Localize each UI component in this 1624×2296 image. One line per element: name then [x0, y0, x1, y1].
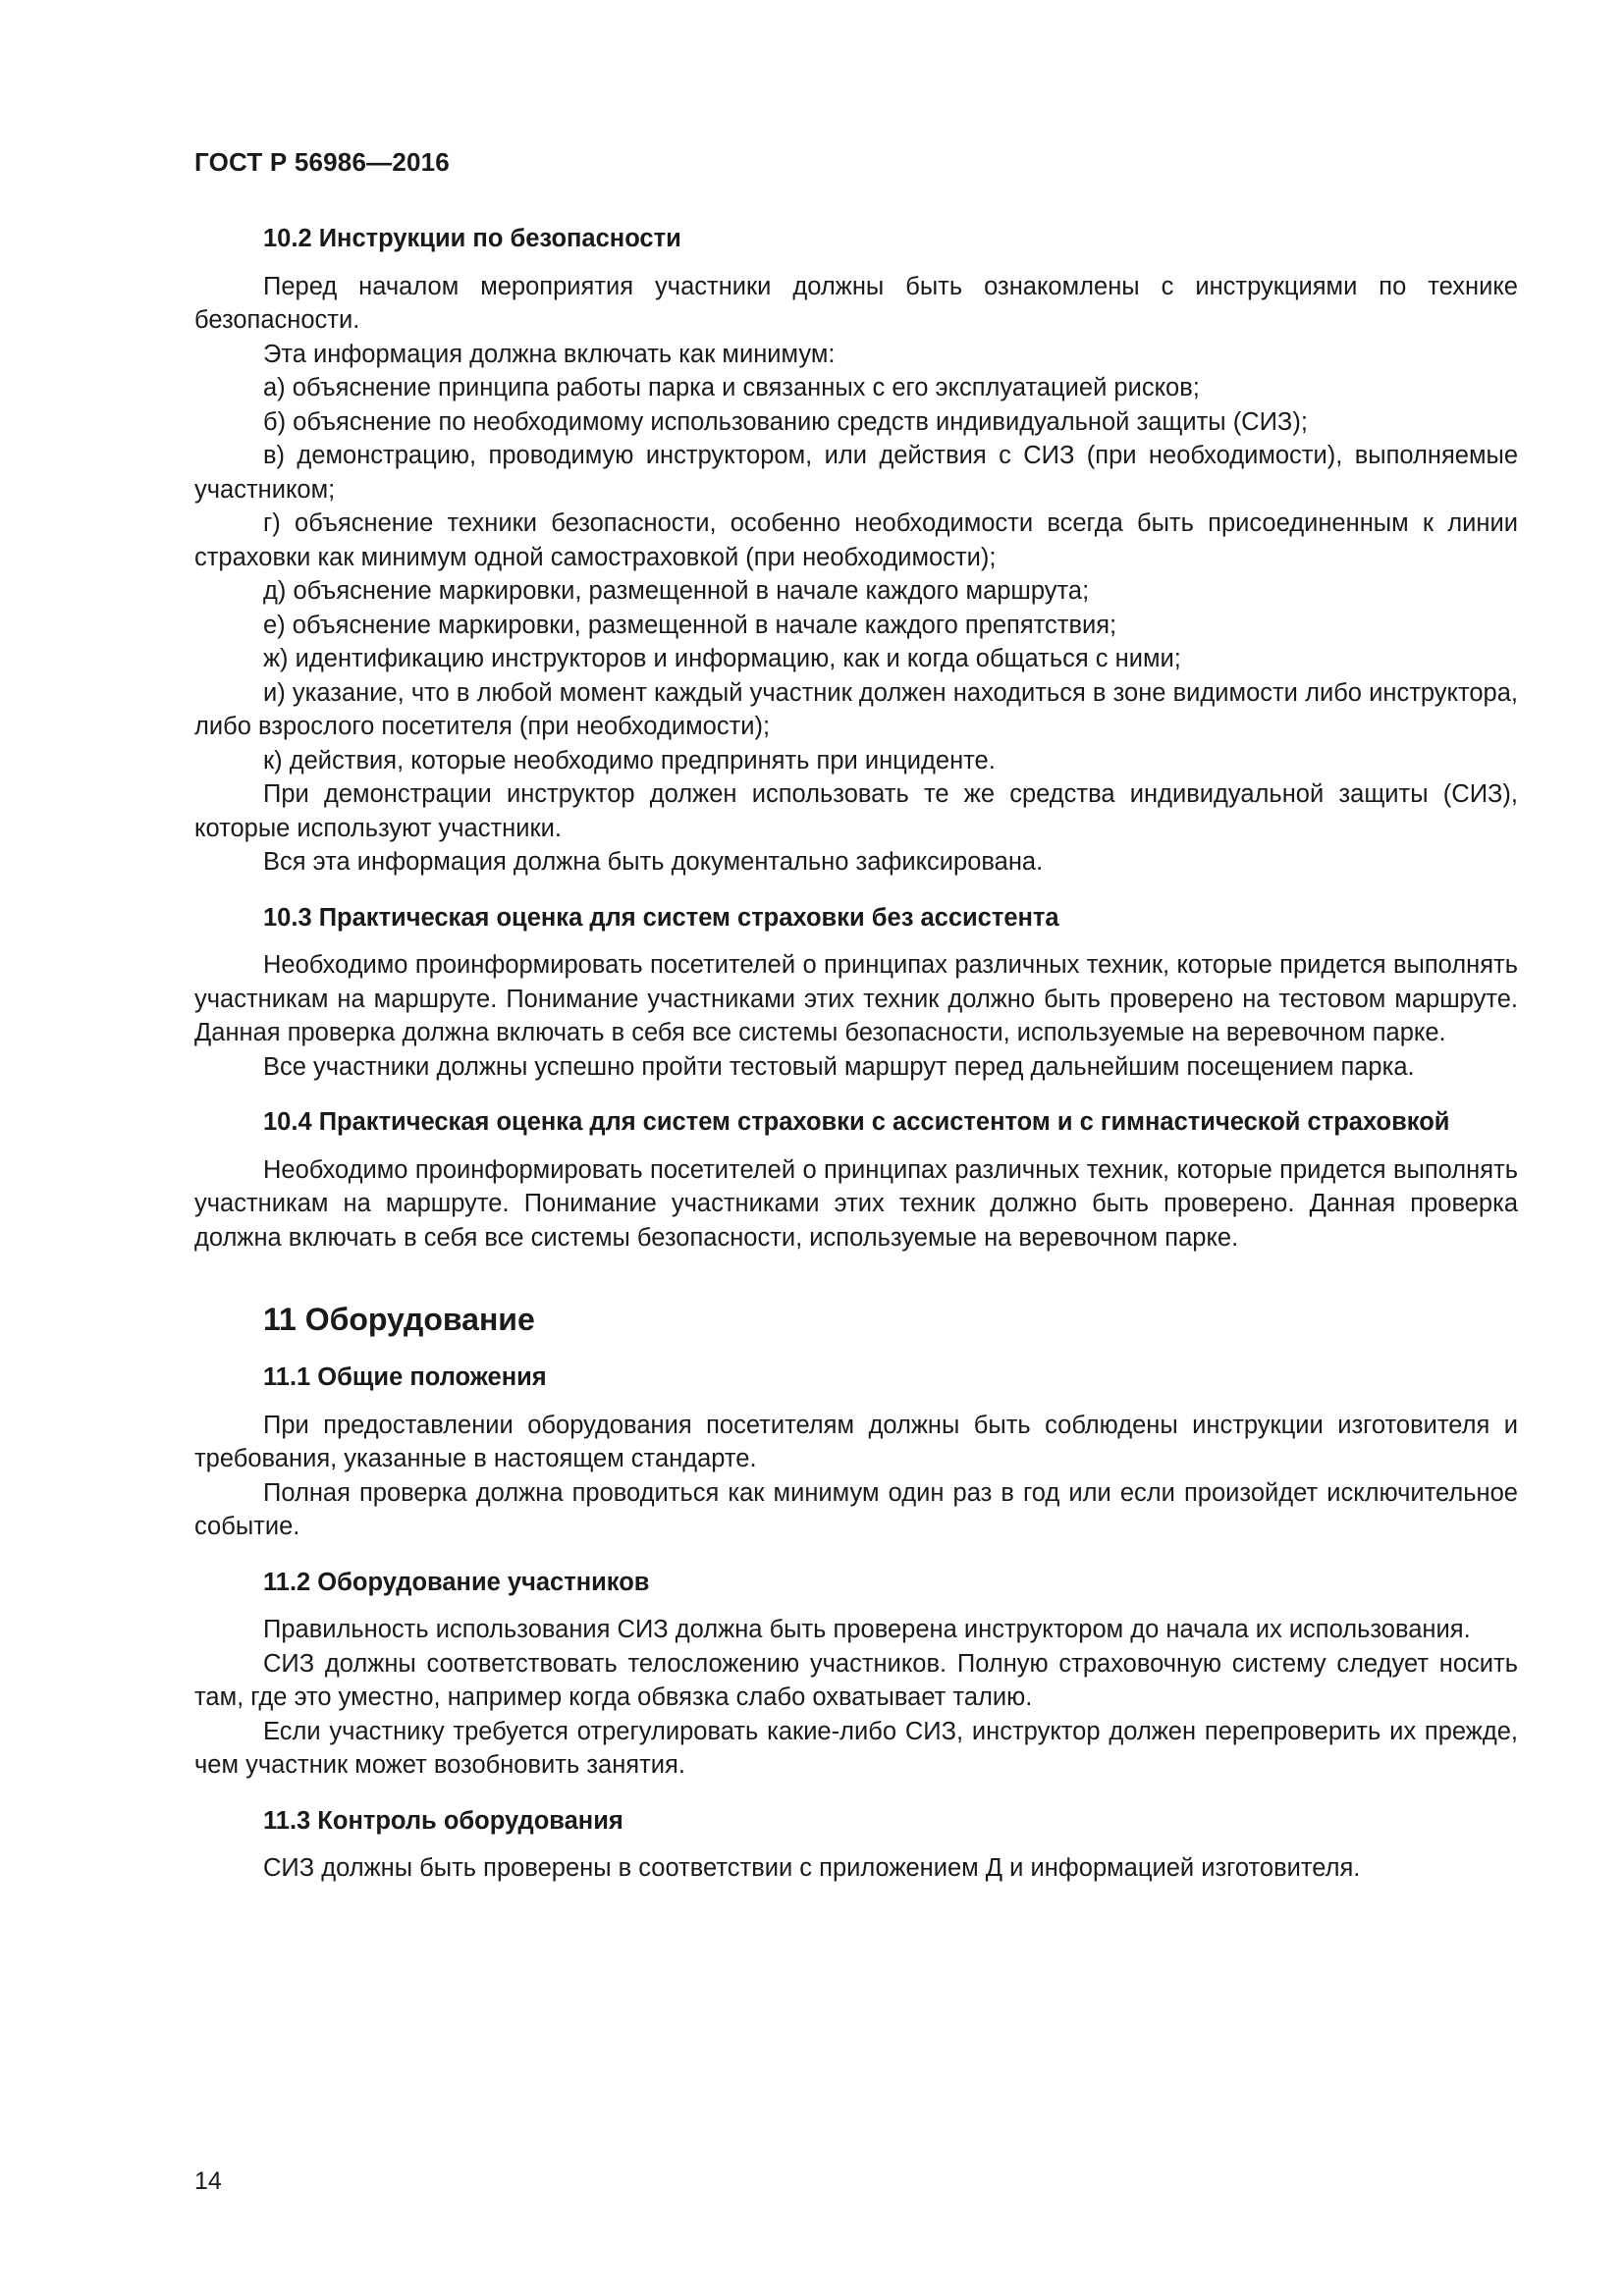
section-11-1-heading: 11.1 Общие положения	[263, 1363, 547, 1391]
section-10-2-heading: 10.2 Инструкции по безопасности	[263, 225, 681, 252]
paragraph: Правильность использования СИЗ должна быть проверена инструктором до начала их использования.	[263, 1616, 1471, 1643]
list-item: е) объяснение маркировки, размещенной в начале каждого препятствия;	[263, 611, 1117, 639]
paragraph: Если участнику требуется отрегулировать какие-либо СИЗ, инструктор должен перепроверить их прежде, чем участник может возобновить занятия.	[194, 1717, 1518, 1779]
list-item: в) демонстрацию, проводимую инструктором, или действия с СИЗ (при необходимости), выполняемые участником;	[194, 442, 1518, 504]
paragraph: СИЗ должны быть проверены в соответствии с приложением Д и информацией изготовителя.	[263, 1854, 1361, 1882]
paragraph: Полная проверка должна проводиться как минимум один раз в год или если произойдет исключительное событие.	[194, 1478, 1518, 1540]
list-item: к) действия, которые необходимо предпринять при инциденте.	[263, 746, 996, 774]
paragraph: Перед началом мероприятия участники должны быть ознакомлены с инструкциями по технике безопасности.	[194, 272, 1518, 334]
page-number: 14	[194, 2167, 222, 2195]
section-10-3-heading: 10.3 Практическая оценка для систем страховки без ассистента	[263, 903, 1059, 932]
list-item: и) указание, что в любой момент каждый участник должен находиться в зоне видимости либо инструктора, либо взрослого посетителя (при необходимости);	[194, 678, 1518, 740]
document-code: ГОСТ Р 56986—2016	[194, 147, 450, 177]
section-11-2-heading: 11.2 Оборудование участников	[263, 1568, 650, 1596]
list-item: д) объяснение маркировки, размещенной в начале каждого маршрута;	[263, 577, 1090, 605]
list-item: ж) идентификацию инструкторов и информацию, как и когда общаться с ними;	[263, 645, 1181, 672]
paragraph: При предоставлении оборудования посетителям должны быть соблюдены инструкции изготовителя и требования, указанные в настоящем стандарте.	[194, 1411, 1518, 1472]
paragraph: Все участники должны успешно пройти тестовый маршрут перед дальнейшим посещением парка.	[263, 1052, 1415, 1081]
paragraph: Необходимо проинформировать посетителей о принципах различных техник, которые придется выполнять участникам на маршруте. Понимание участниками этих техник должно быть проверено. Данная проверка должна включать в себя все системы безопасности, используемые на веревочном парке.	[194, 1155, 1518, 1252]
list-item: б) объяснение по необходимому использованию средств индивидуальной защиты (СИЗ);	[263, 407, 1308, 436]
section-11-3-heading: 11.3 Контроль оборудования	[263, 1806, 623, 1835]
paragraph: Эта информация должна включать как минимум:	[263, 340, 836, 368]
paragraph: При демонстрации инструктор должен использовать те же средства индивидуальной защиты (СИЗ), которые используют участники.	[194, 780, 1518, 842]
paragraph: СИЗ должны соответствовать телосложению участников. Полную страховочную систему следует носить там, где это уместно, например когда обвязка слабо охватывает талию.	[194, 1649, 1518, 1711]
list-item: г) объяснение техники безопасности, особенно необходимости всегда быть присоединенным к линии страховки как минимум одной самостраховкой (при необходимости);	[194, 509, 1518, 571]
list-item: а) объяснение принципа работы парка и связанных с его эксплуатацией рисков;	[263, 374, 1200, 401]
section-10-4-heading: 10.4 Практическая оценка для систем страховки с ассистентом и с гимнастической страховкой	[263, 1108, 1450, 1136]
document-body	[194, 222, 1518, 1886]
paragraph: Необходимо проинформировать посетителей о принципах различных техник, которые придется выполнять участникам на маршруте. Понимание участниками этих техник должно быть проверено на тестовом маршруте. Данная проверка должна включать в себя все системы безопасности, используемые на веревочном парке.	[194, 951, 1518, 1046]
section-11-heading: 11 Оборудование	[263, 1302, 535, 1337]
paragraph: Вся эта информация должна быть документально зафиксирована.	[263, 848, 1044, 876]
